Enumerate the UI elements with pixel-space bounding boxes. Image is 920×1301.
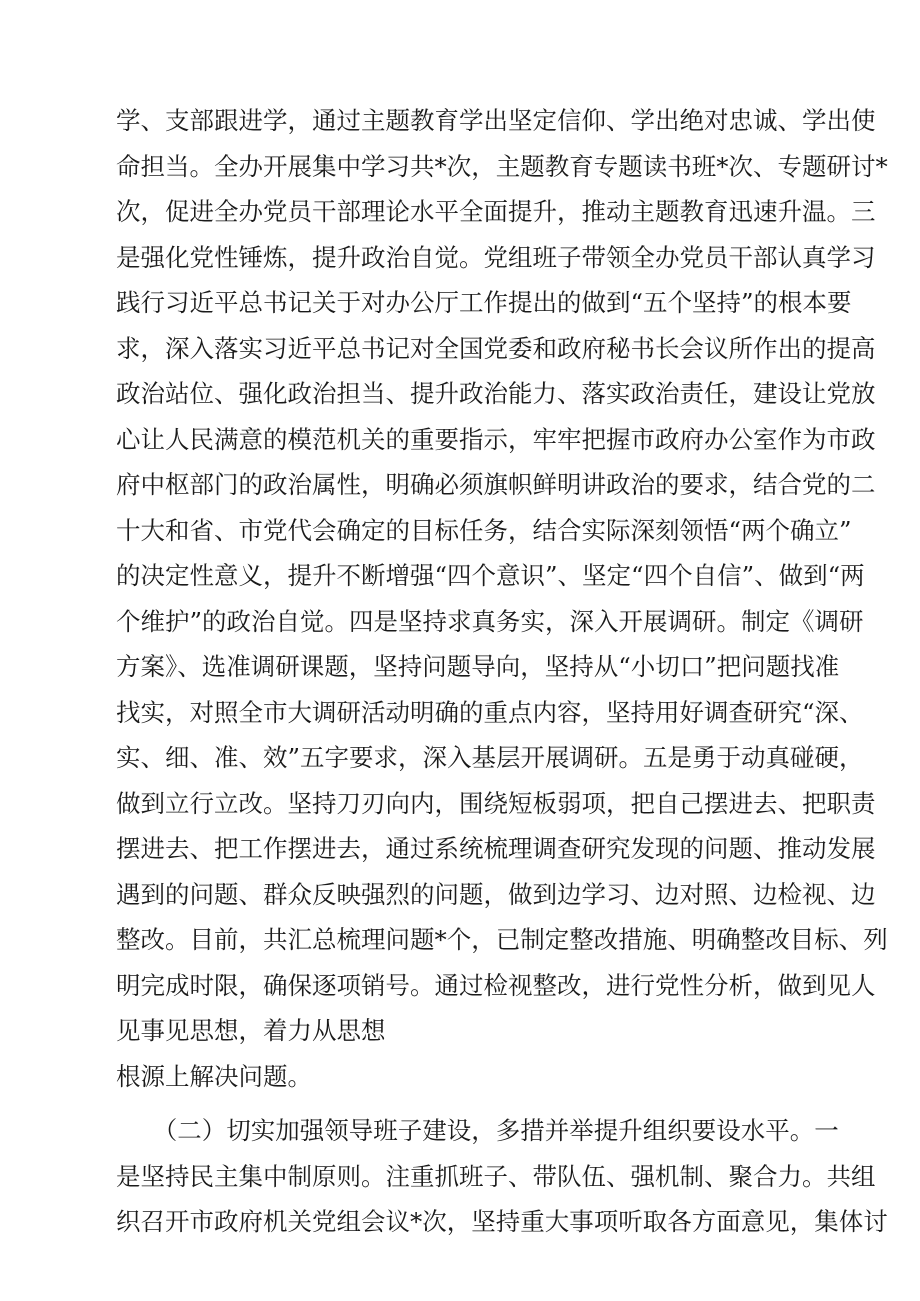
text-line: 践行习近平总书记关于对办公厅工作提出的做到“五个坚持”的根本要 (116, 288, 852, 317)
text-line: 学、支部跟进学，通过主题教育学出坚定信仰、学出绝对忠诚、学出使 (116, 106, 876, 135)
text-line: 是坚持民主集中制原则。注重抓班子、带队伍、强机制、聚合力。共组 (116, 1161, 876, 1191)
text-line: 次，促进全办党员干部理论水平全面提升，推动主题教育迅速升温。三 (116, 197, 876, 226)
text-line: 根源上解决问题。 (116, 1061, 312, 1091)
text-line: 命担当。全办开展集中学习共*次，主题教育专题读书班*次、专题研讨* (116, 151, 888, 181)
text-line: 明完成时限，确保逐项销号。通过检视整改，进行党性分析，做到见人 (116, 970, 876, 1000)
paragraph-spacer (116, 1099, 836, 1108)
text-line: 是强化党性锤炼，提升政治自觉。党组班子带领全办党员干部认真学习 (116, 242, 876, 272)
text-line: 个维护”的政治自觉。四是坚持求真务实，深入开展调研。制定《调研 (116, 606, 864, 636)
text-line: 的决定性意义，提升不断增强“四个意识”、坚定“四个自信”、做到“两 (116, 561, 865, 590)
text-line: 十大和省、市党代会确定的目标任务，结合实际深刻领悟“两个确立” (116, 515, 852, 545)
document-body (116, 98, 888, 1245)
text-line: 做到立行立改。坚持刀刃向内，围绕短板弱项，把自己摆进去、把职责 (116, 788, 876, 818)
text-line: 政治站位、强化政治担当、提升政治能力、落实政治责任，建设让党放 (116, 379, 876, 408)
text-line: 心让人民满意的模范机关的重要指示，牢牢把握市政府办公室作为市政 (116, 424, 876, 454)
text-line: 方案》、选准调研课题，坚持问题导向，坚持从“小切口”把问题找准 (116, 652, 840, 681)
text-line: 见事见思想，着力从思想 (116, 1016, 386, 1045)
text-line: 遇到的问题、群众反映强烈的问题，做到边学习、边对照、边检视、边 (116, 879, 876, 909)
text-line: 实、细、准、效”五字要求，深入基层开展调研。五是勇于动真碰硬， (116, 743, 864, 772)
paragraph-2 (116, 1108, 888, 1245)
text-line: 织召开市政府机关党组会议*次，坚持重大事项听取各方面意见，集体讨 (116, 1207, 888, 1236)
text-line: 摆进去、把工作摆进去，通过系统梳理调查研究发现的问题、推动发展 (116, 834, 876, 863)
text-line: （二）切实加强领导班子建设，多措并举提升组织要设水平。一 (116, 1116, 839, 1145)
text-line: 整改。目前，共汇总梳理问题*个，已制定整改措施、明确整改目标、列 (116, 925, 888, 954)
paragraph-1 (116, 98, 888, 1099)
text-line: 找实，对照全市大调研活动明确的重点内容，坚持用好调查研究“深、 (116, 697, 864, 727)
text-line: 府中枢部门的政治属性，明确必须旗帜鲜明讲政治的要求，结合党的二 (116, 470, 876, 499)
text-line: 求，深入落实习近平总书记对全国党委和政府秘书长会议所作出的提高 (116, 333, 876, 363)
